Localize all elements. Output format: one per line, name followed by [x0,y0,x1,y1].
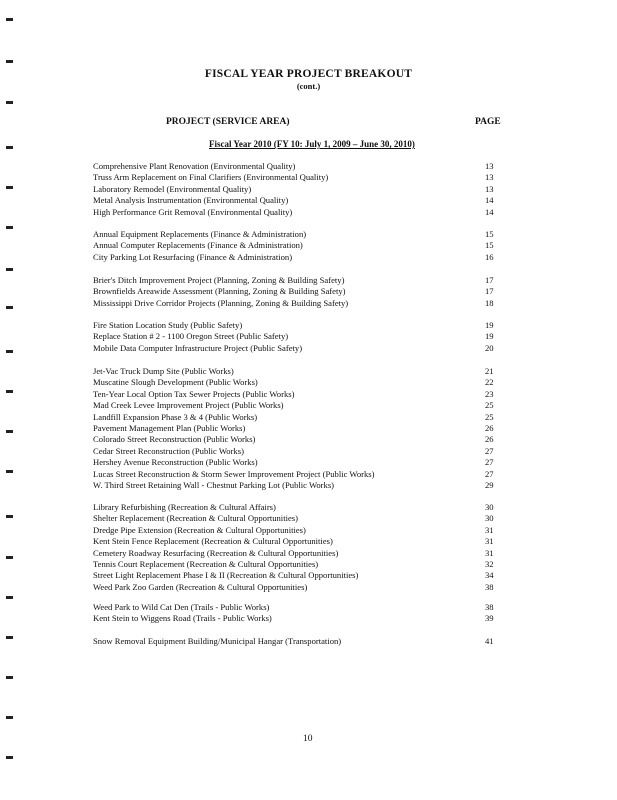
project-row [93,570,503,581]
project-name: Mobile Data Computer Infrastructure Project (Public Safety) [93,342,303,353]
project-name: Cemetery Roadway Resurfacing (Recreation & Cultural Opportunities) [93,547,339,558]
project-page-number: 17 [485,286,494,297]
punch-mark [6,756,13,759]
project-name: Tennis Court Replacement (Recreation & Cultural Opportunities) [93,558,319,569]
service-area-group [93,636,503,647]
project-page-number: 19 [485,331,494,342]
project-name: W. Third Street Retaining Wall - Chestnut Parking Lot (Public Works) [93,479,335,490]
project-name: Cedar Street Reconstruction (Public Works) [93,445,244,456]
project-page-number: 13 [485,172,494,183]
project-row [93,582,503,593]
column-header-project: PROJECT (SERVICE AREA) [166,117,290,127]
project-page-number: 38 [485,602,494,612]
project-row [93,331,503,342]
project-name: Fire Station Location Study (Public Safety) [93,320,243,330]
project-name: Snow Removal Equipment Building/Municipal Hangar (Transportation) [93,636,342,646]
project-name: Laboratory Remodel (Environmental Quality) [93,183,252,194]
project-name: Truss Arm Replacement on Final Clarifiers (Environmental Quality) [93,172,329,183]
project-page-number: 15 [485,240,494,251]
project-page-number: 30 [485,513,494,524]
project-row [93,400,503,411]
project-row [93,298,503,309]
project-page-number: 38 [485,581,494,592]
project-row [93,207,503,218]
punch-mark [6,226,13,229]
project-row [93,446,503,457]
project-name: Annual Equipment Replacements (Finance & Administration) [93,229,307,239]
project-row [93,434,503,445]
page-number: 10 [303,734,313,744]
project-name: Replace Station # 2 - 1100 Oregon Street (Public Safety) [93,331,289,342]
project-page-number: 30 [485,502,494,512]
project-row [93,457,503,468]
project-name: Annual Computer Replacements (Finance & Administration) [93,240,303,251]
project-row [93,229,503,240]
project-page-number: 19 [485,320,494,330]
project-page-number: 14 [485,195,494,206]
project-row [93,423,503,434]
project-page-number: 26 [485,434,494,445]
punch-mark [6,636,13,639]
project-page-number: 15 [485,229,494,239]
service-area-group [93,161,503,218]
project-row [93,502,503,513]
project-row [93,412,503,423]
project-row [93,240,503,251]
project-row [93,602,503,613]
punch-mark [6,556,13,559]
project-page-number: 25 [485,400,494,411]
project-name: Pavement Management Plan (Public Works) [93,422,246,433]
project-row [93,195,503,206]
project-name: Metal Analysis Instrumentation (Environmental Quality) [93,195,289,206]
fiscal-year-heading: Fiscal Year 2010 (FY 10: July 1, 2009 – June 30, 2010) [209,139,415,149]
project-page-number: 31 [485,547,494,558]
project-page-number: 41 [485,636,494,646]
project-page-number: 34 [485,570,494,581]
project-page-number: 31 [485,524,494,535]
service-area-group [93,275,503,309]
punch-mark [6,515,13,518]
project-row [93,513,503,524]
project-row [93,525,503,536]
project-page-number: 27 [485,468,494,479]
punch-mark [6,430,13,433]
project-row [93,172,503,183]
project-name: Library Refurbishing (Recreation & Cultural Affairs) [93,502,276,512]
project-name: Brier's Ditch Improvement Project (Planning, Zoning & Building Safety) [93,275,345,285]
punch-mark [6,716,13,719]
service-area-group [93,229,503,263]
project-row [93,366,503,377]
project-page-number: 18 [485,297,494,308]
project-name: Muscatine Slough Development (Public Works) [93,377,258,388]
punch-mark [6,101,13,104]
project-page-number: 29 [485,479,494,490]
punch-mark [6,470,13,473]
project-row [93,469,503,480]
project-row [93,286,503,297]
project-row [93,548,503,559]
punch-mark [6,146,13,149]
project-name: Colorado Street Reconstruction (Public Works) [93,434,256,445]
project-name: Brownfields Areawide Assessment (Planning, Zoning & Building Safety) [93,286,346,297]
project-row [93,536,503,547]
project-page-number: 39 [485,613,494,624]
punch-mark [6,596,13,599]
punch-mark [6,18,13,21]
project-page-number: 22 [485,377,494,388]
project-page-number: 27 [485,445,494,456]
service-area-group [93,602,503,625]
project-row [93,377,503,388]
project-row [93,636,503,647]
project-row [93,389,503,400]
punch-mark [6,306,13,309]
project-row [93,320,503,331]
service-area-group [93,320,503,354]
project-page-number: 31 [485,536,494,547]
project-name: City Parking Lot Resurfacing (Finance & Administration) [93,251,293,262]
project-name: Weed Park Zoo Garden (Recreation & Cultural Opportunities) [93,581,308,592]
project-page-number: 16 [485,251,494,262]
project-page-number: 14 [485,206,494,217]
project-name: Kent Stein Fence Replacement (Recreation & Cultural Opportunities) [93,536,333,547]
punch-mark [6,60,13,63]
punch-mark [6,676,13,679]
project-page-number: 17 [485,275,494,285]
project-row [93,343,503,354]
project-row [93,161,503,172]
project-row [93,480,503,491]
project-row [93,184,503,195]
project-page-number: 13 [485,183,494,194]
project-row [93,559,503,570]
project-page-number: 21 [485,366,494,376]
punch-mark [6,350,13,353]
project-page-number: 32 [485,558,494,569]
project-page-number: 27 [485,457,494,468]
project-name: Jet-Vac Truck Dump Site (Public Works) [93,366,234,376]
project-page-number: 13 [485,161,494,171]
punch-mark [6,186,13,189]
document-subtitle: (cont.) [296,81,321,91]
project-name: Hershey Avenue Reconstruction (Public Works) [93,457,258,468]
project-name: Comprehensive Plant Renovation (Environmental Quality) [93,161,296,171]
project-name: Lucas Street Reconstruction & Storm Sewer Improvement Project (Public Works) [93,468,375,479]
project-name: Street Light Replacement Phase I & II (Recreation & Cultural Opportunities) [93,570,359,581]
project-name: High Performance Grit Removal (Environmental Quality) [93,206,293,217]
punch-mark [6,268,13,271]
service-area-group [93,366,503,491]
document-title: FISCAL YEAR PROJECT BREAKOUT [204,68,413,80]
project-page-number: 26 [485,422,494,433]
project-name: Dredge Pipe Extension (Recreation & Cultural Opportunities) [93,524,306,535]
project-page-number: 25 [485,411,494,422]
project-name: Shelter Replacement (Recreation & Cultural Opportunities) [93,513,298,524]
column-header-page: PAGE [475,117,501,127]
project-page-number: 23 [485,388,494,399]
project-name: Mad Creek Levee Improvement Project (Public Works) [93,400,284,411]
service-area-group [93,502,503,593]
punch-mark [6,390,13,393]
project-page-number: 20 [485,342,494,353]
project-name: Mississippi Drive Corridor Projects (Planning, Zoning & Building Safety) [93,297,349,308]
project-row [93,613,503,624]
project-name: Ten-Year Local Option Tax Sewer Projects (Public Works) [93,388,295,399]
project-name: Weed Park to Wild Cat Den (Trails - Public Works) [93,602,270,612]
project-name: Kent Stein to Wiggens Road (Trails - Public Works) [93,613,272,624]
project-name: Landfill Expansion Phase 3 & 4 (Public Works) [93,411,258,422]
project-row [93,252,503,263]
project-row [93,275,503,286]
